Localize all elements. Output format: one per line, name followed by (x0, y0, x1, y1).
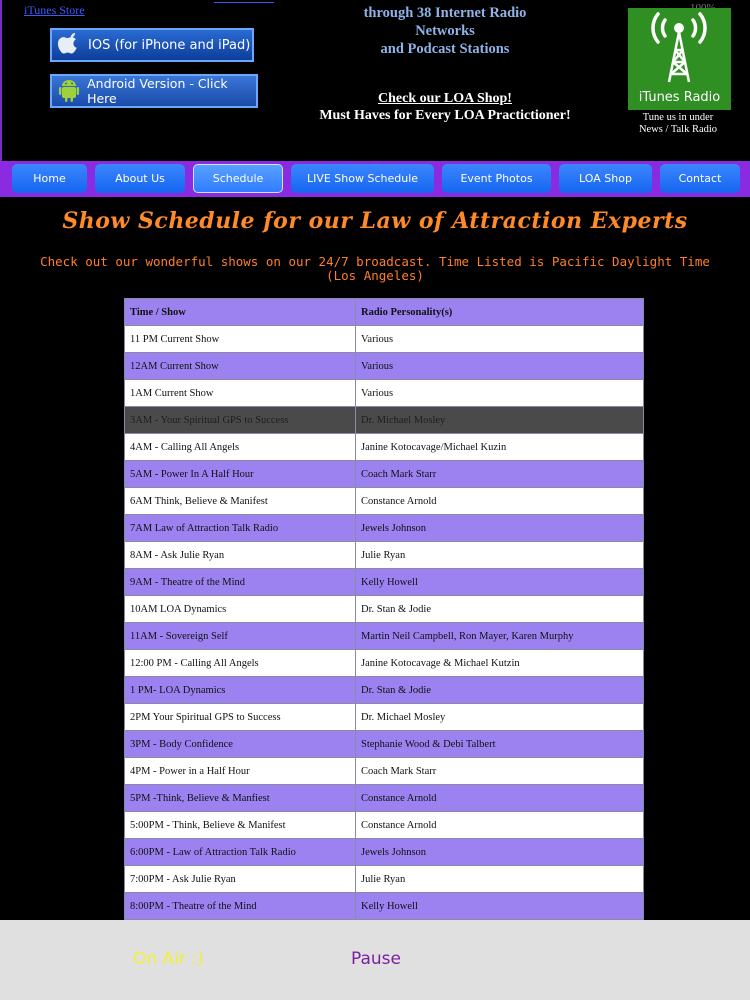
shop-tagline: Must Haves for Every LOA Practictioner! (319, 108, 571, 123)
android-badge-label: Android Version - Click Here (87, 76, 228, 106)
cell-radio-personality: Coach Mark Starr (356, 461, 644, 488)
cell-radio-personality: Martin Neil Campbell, Ron Mayer, Karen Murphy (356, 623, 644, 650)
cell-time-show: 6:00PM - Law of Attraction Talk Radio (125, 839, 356, 866)
itunes-radio-tile[interactable] (628, 8, 731, 110)
page-subtitle: Check out our wonderful shows on our 24/7 broadcast. Time Listed is Pacific Daylight Time (Los Angeles) (40, 254, 710, 283)
cell-radio-personality: Various (356, 326, 644, 353)
table-row (125, 407, 644, 434)
table-row (125, 731, 644, 758)
cell-time-show: 12AM Current Show (125, 353, 356, 380)
tune-caption-line-2: News / Talk Radio (638, 124, 718, 135)
apple-icon (54, 30, 84, 60)
page-title: Show Schedule for our Law of Attraction Experts (62, 208, 688, 234)
table-row (125, 434, 644, 461)
cell-radio-personality: Kelly Howell (356, 893, 644, 920)
nav-contact[interactable]: Contact (660, 164, 740, 193)
networks-line-1: through 38 Internet Radio (363, 5, 527, 21)
shop-promo (300, 90, 590, 124)
cell-radio-personality: Constance Arnold (356, 488, 644, 515)
audio-player (0, 920, 750, 1000)
table-row (125, 542, 644, 569)
left-border (0, 0, 2, 162)
cell-radio-personality: Coach Mark Starr (356, 758, 644, 785)
cell-time-show: 11AM - Sovereign Self (125, 623, 356, 650)
cell-time-show: 5AM - Power In A Half Hour (125, 461, 356, 488)
cell-radio-personality: Dr. Stan & Jodie (356, 677, 644, 704)
table-row (125, 812, 644, 839)
cell-radio-personality: Janine Kotocavage & Michael Kutzin (356, 650, 644, 677)
cell-time-show: 3PM - Body Confidence (125, 731, 356, 758)
table-row (125, 353, 644, 380)
cell-time-show: 11 PM Current Show (125, 326, 356, 353)
itunes-radio-label: iTunes Radio (638, 90, 721, 105)
pause-button[interactable]: Pause (351, 949, 401, 969)
cell-radio-personality: Various (356, 380, 644, 407)
nav-schedule[interactable]: Schedule (193, 164, 283, 193)
cell-time-show: 2PM Your Spiritual GPS to Success (125, 704, 356, 731)
android-icon (54, 76, 83, 106)
nav-loa-shop[interactable]: LOA Shop (559, 164, 652, 193)
table-row (125, 704, 644, 731)
cell-time-show: 7:00PM - Ask Julie Ryan (125, 866, 356, 893)
networks-line-2: Networks (415, 23, 475, 39)
table-row (125, 569, 644, 596)
cell-time-show: 8AM - Ask Julie Ryan (125, 542, 356, 569)
cell-radio-personality: Janine Kotocavage/Michael Kuzin (356, 434, 644, 461)
main-nav (0, 161, 750, 197)
cell-time-show: 4AM - Calling All Angels (125, 434, 356, 461)
cell-radio-personality: Jewels Johnson (356, 515, 644, 542)
itunes-store-link[interactable]: iTunes Store (24, 3, 85, 17)
tune-caption-line-1: Tune us in under (642, 112, 714, 123)
networks-line-3: and Podcast Stations (380, 41, 510, 57)
header-time-show: Time / Show (125, 299, 356, 326)
cell-radio-personality: Various (356, 353, 644, 380)
cell-time-show: 8:00PM - Theatre of the Mind (125, 893, 356, 920)
table-row (125, 461, 644, 488)
ios-app-badge[interactable] (50, 28, 254, 62)
cell-time-show: 5:00PM - Think, Believe & Manifest (125, 812, 356, 839)
table-row (125, 596, 644, 623)
table-row (125, 515, 644, 542)
table-row (125, 488, 644, 515)
cell-time-show: 12:00 PM - Calling All Angels (125, 650, 356, 677)
table-row (125, 866, 644, 893)
cell-radio-personality: Jewels Johnson (356, 839, 644, 866)
table-row (125, 893, 644, 920)
nav-about-us[interactable]: About Us (95, 164, 185, 193)
cell-time-show: 6AM Think, Believe & Manifest (125, 488, 356, 515)
table-row (125, 677, 644, 704)
table-row (125, 785, 644, 812)
cell-time-show: 1AM Current Show (125, 380, 356, 407)
top-link-underline (214, 0, 274, 3)
android-app-badge[interactable] (50, 74, 258, 108)
cell-radio-personality: Dr. Michael Mosley (356, 704, 644, 731)
schedule-table (124, 298, 644, 947)
cell-radio-personality: Julie Ryan (356, 866, 644, 893)
cell-radio-personality: Constance Arnold (356, 812, 644, 839)
table-row (125, 839, 644, 866)
cell-radio-personality: Kelly Howell (356, 569, 644, 596)
nav-event-photos[interactable]: Event Photos (442, 164, 551, 193)
cell-time-show: 1 PM- LOA Dynamics (125, 677, 356, 704)
networks-text (300, 4, 590, 58)
cell-radio-personality: Constance Arnold (356, 785, 644, 812)
table-row (125, 623, 644, 650)
cell-radio-personality: Julie Ryan (356, 542, 644, 569)
header-radio-personality: Radio Personality(s) (356, 299, 644, 326)
cell-time-show: 3AM - Your Spiritual GPS to Success (125, 407, 356, 434)
ios-badge-label: IOS (for iPhone and iPad) (88, 37, 251, 53)
cell-time-show: 7AM Law of Attraction Talk Radio (125, 515, 356, 542)
cell-time-show: 5PM -Think, Believe & Manfiest (125, 785, 356, 812)
cell-time-show: 10AM LOA Dynamics (125, 596, 356, 623)
table-row (125, 758, 644, 785)
tune-caption (624, 112, 732, 136)
cell-radio-personality: Dr. Stan & Jodie (356, 596, 644, 623)
table-row (125, 380, 644, 407)
nav-live-show-schedule[interactable]: LIVE Show Schedule (291, 164, 434, 193)
radio-tower-icon (649, 12, 709, 84)
table-header-row (125, 299, 644, 326)
nav-home[interactable]: Home (12, 164, 87, 193)
cell-radio-personality: Dr. Michael Mosley (356, 407, 644, 434)
loa-shop-link[interactable]: Check our LOA Shop! (378, 91, 512, 106)
cell-time-show: 9AM - Theatre of the Mind (125, 569, 356, 596)
cell-time-show: 4PM - Power in a Half Hour (125, 758, 356, 785)
cell-radio-personality: Stephanie Wood & Debi Talbert (356, 731, 644, 758)
table-row (125, 326, 644, 353)
table-row (125, 650, 644, 677)
on-air-status: On Air :) (133, 949, 204, 969)
